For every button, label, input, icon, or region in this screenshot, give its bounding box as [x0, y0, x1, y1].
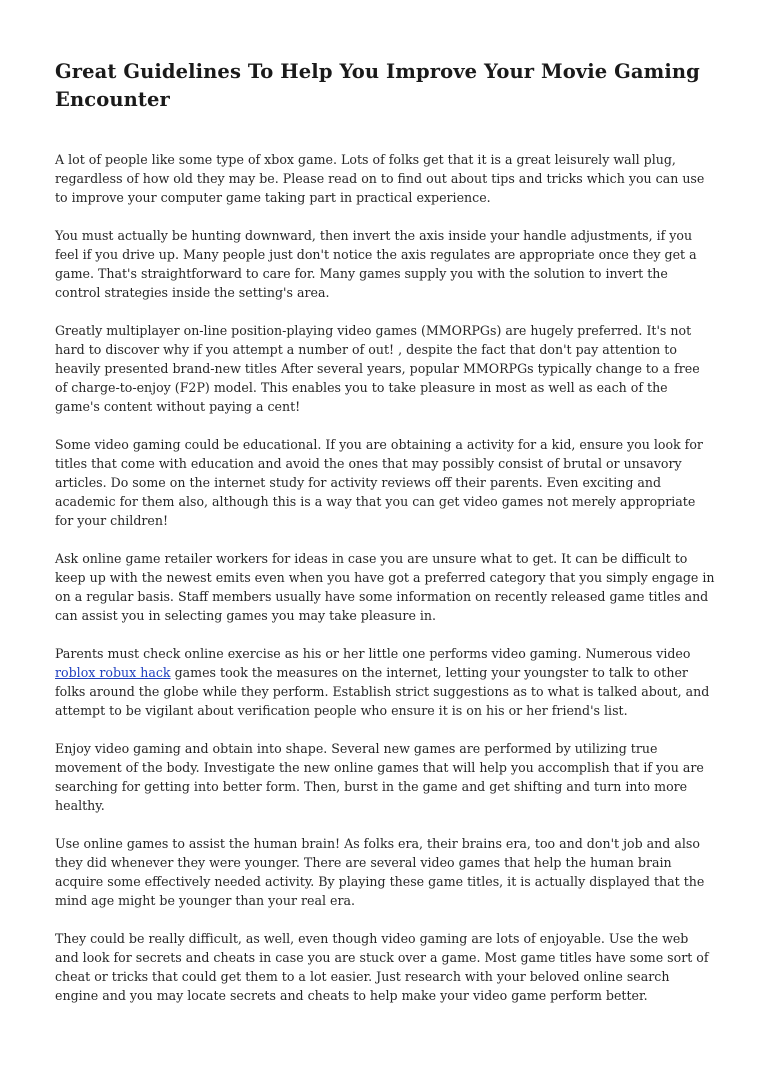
page-title: Great Guidelines To Help You Improve Your Movie Gaming Encounter — [55, 60, 700, 111]
paragraph-9: They could be really difficult, as well, even though video gaming are lots of enjoyable. Use the web and look for secrets and cheats in case you are stuck over a game. Most game titles have some sort of cheat or tricks that could get them to a lot easier. Just research with your beloved online search engine and you may locate secrets and cheats to help make your video game perform better. — [55, 931, 709, 1003]
paragraph-6-text-before: Parents must check online exercise as his or her little one performs video gaming. Numerous video — [55, 646, 691, 661]
paragraph-5: Ask online game retailer workers for ideas in case you are unsure what to get. It can be difficult to keep up with the newest emits even when you have got a preferred category that you simply engage in on a regular basis. Staff members usually have some information on recently released game titles and can assist you in selecting games you may take pleasure in. — [55, 551, 715, 623]
roblox-robux-hack-link[interactable]: roblox robux hack — [55, 665, 171, 680]
paragraph-8: Use online games to assist the human brain! As folks era, their brains era, too and don't job and also they did whenever they were younger. There are several video games that help the human brain acquire some effectively needed activity. By playing these game titles, it is actually displayed that the mind age might be younger than your real era. — [55, 836, 705, 908]
paragraph-7: Enjoy video gaming and obtain into shape. Several new games are performed by utilizing true movement of the body. Investigate the new online games that will help you accomplish that if you are searching for getting into better form. Then, burst in the game and get shifting and turn into more healthy. — [55, 741, 704, 813]
paragraph-4: Some video gaming could be educational. If you are obtaining a activity for a kid, ensure you look for titles that come with education and avoid the ones that may possibly consist of brutal or unsavory articles. Do some on the internet study for activity reviews off their parents. Even exciting and academic for them also, although this is a way that you can get video games not merely appropriate for your children! — [55, 437, 703, 528]
paragraph-3: Greatly multiplayer on-line position-playing video games (MMORPGs) are hugely preferred. It's not hard to discover why if you attempt a number of out! , despite the fact that don't pay attention to heavily presented brand-new titles After several years, popular MMORPGs typically change to a free of charge-to-enjoy (F2P) model. This enables you to take pleasure in most as well as each of the game's content without paying a cent! — [55, 323, 700, 414]
paragraph-6 — [55, 644, 715, 720]
paragraph-6-text-after: games took the measures on the internet, letting your youngster to talk to other folks around the globe while they perform. Establish strict suggestions as to what is talked about, and attempt to be vigilant about verification people who ensure it is on his or her friend's list. — [55, 665, 710, 718]
document-page — [55, 58, 715, 1024]
paragraph-1: A lot of people like some type of xbox game. Lots of folks get that it is a great leisurely wall plug, regardless of how old they may be. Please read on to find out about tips and tricks which you can use to improve your computer game taking part in practical experience. — [55, 152, 705, 205]
paragraph-2: You must actually be hunting downward, then invert the axis inside your handle adjustments, if you feel if you drive up. Many people just don't notice the axis regulates are appropriate once they get a game. That's straightforward to care for. Many games supply you with the solution to invert the control strategies inside the setting's area. — [55, 228, 697, 300]
